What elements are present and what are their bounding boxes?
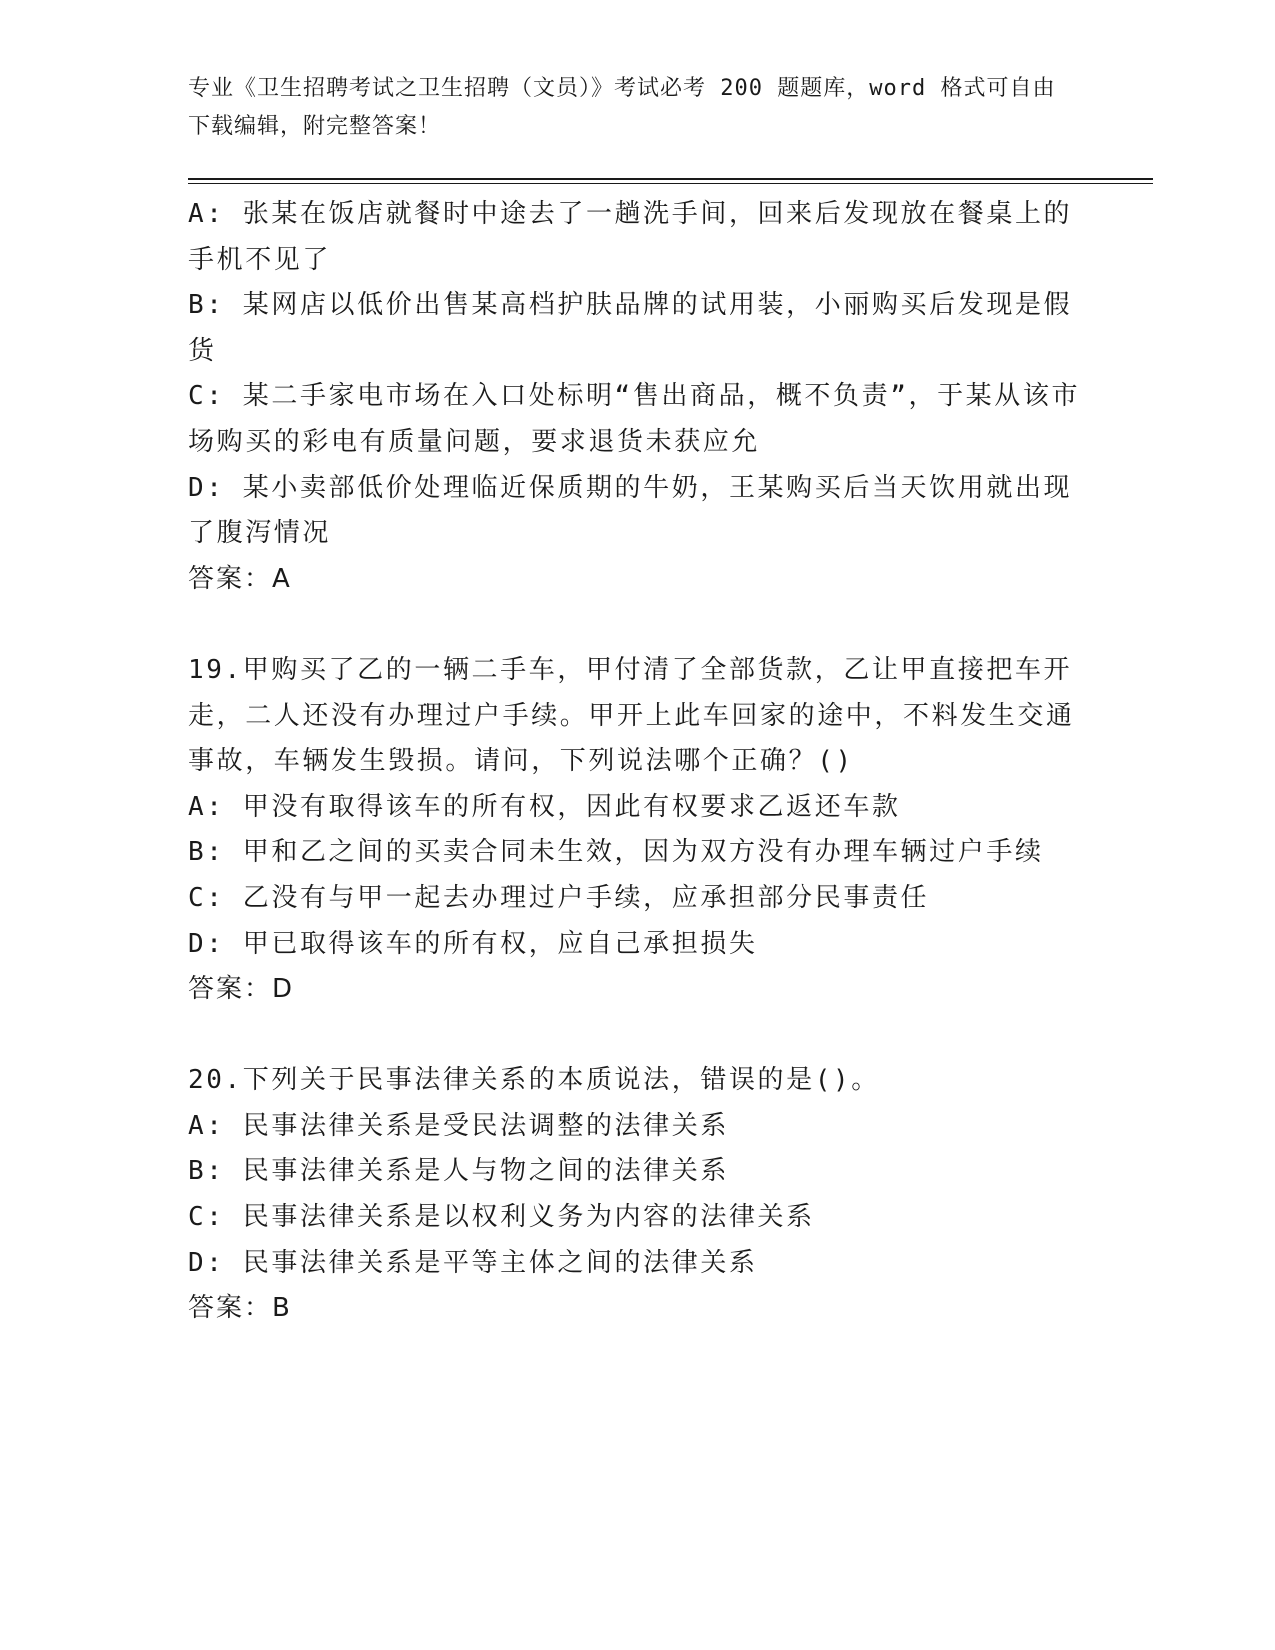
question-18-block <box>188 192 1088 602</box>
document-header: 专业《卫生招聘考试之卫生招聘（文员）》考试必考 200 题题库，word 格式可自由下载编辑，附完整答案！ <box>188 76 1056 139</box>
q18-option-b: B: 某网店以低价出售某高档护肤品牌的试用装，小丽购买后发现是假货 <box>188 290 1073 366</box>
q20-option-a: A: 民事法律关系是受民法调整的法律关系 <box>188 1110 729 1141</box>
q19-option-d: D: 甲已取得该车的所有权，应自己承担损失 <box>188 928 758 959</box>
q18-option-c: C: 某二手家电市场在入口处标明“售出商品，概不负责”，于某从该市场购买的彩电有质量问题，要求退货未获应允 <box>188 381 1081 457</box>
q19-option-a: A: 甲没有取得该车的所有权，因此有权要求乙返还车款 <box>188 791 901 822</box>
question-20-block <box>188 1058 1088 1332</box>
spacer <box>188 1013 1088 1059</box>
q20-option-c: C: 民事法律关系是以权利义务为内容的法律关系 <box>188 1202 815 1233</box>
q19-option-b: B: 甲和乙之间的买卖合同未生效，因为双方没有办理车辆过户手续 <box>188 837 1044 868</box>
q18-option-a: A: 张某在饭店就餐时中途去了一趟洗手间，回来后发现放在餐桌上的手机不见了 <box>188 199 1073 275</box>
q18-answer: 答案：A <box>188 563 292 594</box>
header-rule-thick <box>188 178 1153 180</box>
question-19-block <box>188 648 1088 1013</box>
q19-option-c: C: 乙没有与甲一起去办理过户手续，应承担部分民事责任 <box>188 882 930 913</box>
q19-question: 19.甲购买了乙的一辆二手车，甲付清了全部货款，乙让甲直接把车开走，二人还没有办理过户手续。甲开上此车回家的途中，不料发生交通事故，车辆发生毁损。请问，下列说法哪个正确？() <box>188 654 1075 777</box>
q18-option-d: D: 某小卖部低价处理临近保质期的牛奶，王某购买后当天饮用就出现了腹泻情况 <box>188 472 1073 549</box>
q20-question: 20.下列关于民事法律关系的本质说法，错误的是()。 <box>188 1065 880 1096</box>
header-rule-thin <box>188 183 1153 184</box>
q20-option-b: B: 民事法律关系是人与物之间的法律关系 <box>188 1156 729 1187</box>
spacer <box>188 602 1088 648</box>
document-body <box>188 192 1088 1332</box>
q20-option-d: D: 民事法律关系是平等主体之间的法律关系 <box>188 1247 758 1278</box>
q20-answer: 答案：B <box>188 1293 292 1324</box>
q19-answer: 答案：D <box>188 974 295 1005</box>
